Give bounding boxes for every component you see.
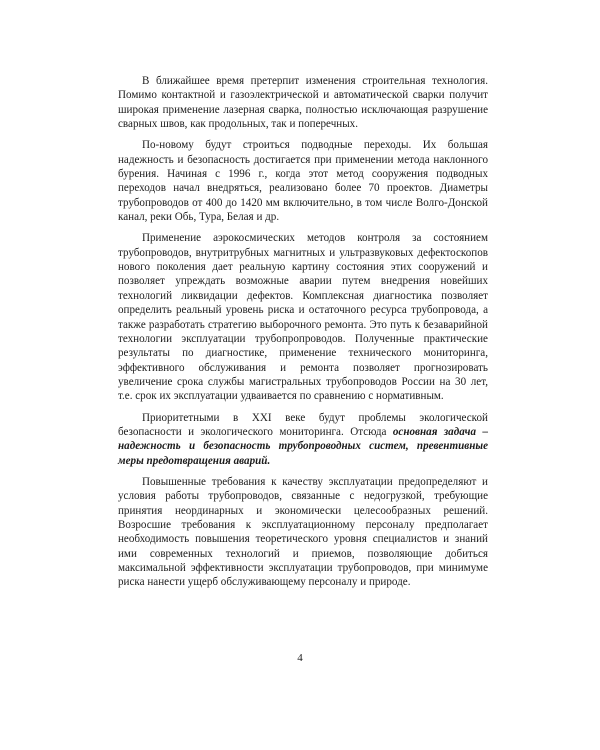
paragraph-ecology-text: Приоритетными в XXI веке будут проблемы экологической безопасности и экологического мониторинга. Отсюда	[118, 411, 488, 438]
main-task-emphasis: основная задача – надежность и безопасность трубопроводных систем, превентивные меры предотвращения аварий.	[118, 425, 488, 467]
paragraph-underwater-crossings: По-новому будут строиться подводные переходы. Их большая надежность и безопасность достигается при применении метода наклонного бурения. Начиная с 1996 г., когда этот метод сооружения подводных переходов начал внедряться, реализовано более 70 проектов. Диаметры трубопроводов от 400 до 1420 мм включительно, в том числе Волго-Донской канал, реки Обь, Тура, Белая и др.	[118, 139, 488, 224]
paragraph-welding: В ближайшее время претерпит изменения строительная технология. Помимо контактной и газоэлектрической и автоматической сварки получит широкая применение лазерная сварка, полностью исключающая разрушение сварных швов, как продольных, так и поперечных.	[118, 75, 488, 131]
paragraph-diagnostics: Применение аэрокосмических методов контроля за состоянием трубопроводов, внутритрубных магнитных и ультразвуковых дефектоскопов нового поколения дает реальную картину состояния этих сооружений и позволяет упреждать возможные аварии путем внедрения новейших технологий ликвидации дефектов. Комплексная диагностика позволяет определить реальный уровень риска и остаточного ресурса трубопровода, а также разработать стратегию выборочного ремонта. Это путь к безаварийной технологии эксплуатации трубопропроводов. Полученные практические результаты по диагностике, применение технического мониторинга, эффективного обслуживания и ремонта позволяет прогнозировать увеличение срока службы магистральных трубопроводов России на 30 лет, т.е. срок их эксплуатации удваивается по сравнению с нормативным.	[118, 232, 488, 403]
paragraph-operation-requirements: Повышенные требования к качеству эксплуатации предопределяют и условия работы трубопроводов, связанные с недогрузкой, требующие принятия неординарных и экономически целесообразных решений. Возросшие требования к эксплуатационному персоналу предполагает необходимость повышения теоретического уровня специалистов и знаний ими современных технологий и приемов, позволяющие добиться максимальной эффективности эксплуатации трубопроводов, при минимуме риска нанести ущерб обслуживающему персоналу и природе.	[118, 475, 488, 589]
body-text	[118, 74, 488, 590]
page-number: 4	[297, 652, 303, 664]
paragraph-ecology	[118, 411, 488, 468]
